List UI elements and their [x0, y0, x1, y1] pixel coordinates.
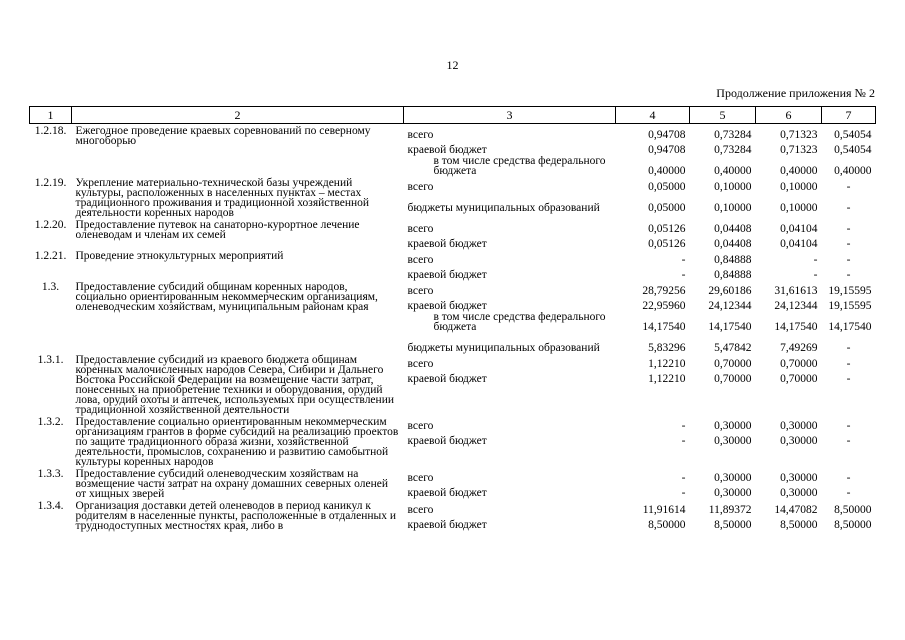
amount-value: 11,91614 — [642, 503, 686, 516]
amount-value: 0,54054 — [834, 128, 872, 141]
funding-source-cell — [404, 499, 616, 531]
value-col-5-cell — [690, 176, 756, 218]
amount-value: - — [681, 435, 686, 447]
funding-source: всего — [407, 471, 434, 484]
amount-value: - — [846, 180, 851, 193]
amount-value: 29,60186 — [708, 284, 752, 297]
amount-value: 0,04408 — [714, 222, 752, 235]
value-col-4-cell — [616, 249, 690, 280]
value-col-5-cell — [690, 124, 756, 177]
value-col-6-cell — [756, 249, 822, 280]
amount-value: 0,30000 — [714, 419, 752, 432]
funding-source: всего — [407, 357, 434, 370]
amount-value: 5,47842 — [714, 342, 752, 354]
table-row — [30, 280, 876, 353]
funding-source: краевой бюджет — [407, 269, 487, 281]
activity-name: Ежегодное проведение краевых соревнований по северному многоборью — [75, 125, 371, 147]
row-number: 1.2.19. — [34, 177, 67, 189]
amount-value: 11,89372 — [708, 503, 752, 516]
amount-value: 0,30000 — [714, 471, 752, 484]
activity-name: Проведение этнокультурных мероприятий — [75, 250, 284, 262]
value-col-7-cell — [822, 280, 876, 353]
value-col-6-cell — [756, 415, 822, 467]
amount-value: 0,70000 — [780, 357, 818, 370]
amount-value: 0,84888 — [714, 253, 752, 266]
amount-value: 14,17540 — [828, 321, 872, 333]
value-col-5-cell — [690, 249, 756, 280]
amount-value: 0,05000 — [648, 180, 686, 193]
amount-value: 0,70000 — [714, 357, 752, 370]
table-row — [30, 499, 876, 531]
amount-value: - — [846, 222, 851, 235]
continuation-note: Продолжение приложения № 2 — [716, 86, 875, 100]
amount-value: 0,73284 — [714, 128, 752, 141]
amount-value: 1,12210 — [648, 373, 686, 385]
amount-value: 0,94708 — [648, 128, 686, 141]
funding-source: краевой бюджет — [407, 238, 487, 250]
activity-name: Предоставление субсидий общинам коренных народов, социально ориентированным некоммерческим организациям, оленеводческим хозяйствам, муниципальным районам края — [75, 281, 378, 313]
header-cell: 7 — [822, 107, 876, 124]
amount-value: 0,30000 — [780, 471, 818, 484]
row-number: 1.3. — [41, 281, 60, 293]
value-col-4-cell — [616, 415, 690, 467]
amount-value: 0,30000 — [780, 487, 818, 499]
funding-source: краевой бюджет — [407, 435, 487, 447]
amount-value: - — [681, 253, 686, 266]
value-col-7-cell — [822, 218, 876, 249]
amount-value: 0,05126 — [648, 238, 686, 250]
activity-name: Предоставление субсидий из краевого бюджета общинам коренных малочисленных народов Севера, Сибири и Дальнего Востока Российской Федерации на возмещение части затрат, понесенных на приобретение техники и оборудования, орудий лова, орудий охоты и аптечек, используемых при осуществлении традиционной хозяйственной деятельности — [75, 354, 394, 416]
activity-name: Организация доставки детей оленеводов в период каникул к родителям в населенные пункты, расположенные в отдаленных и труднодоступных местностях края, либо в — [75, 500, 397, 532]
row-number: 1.2.20. — [34, 219, 67, 231]
value-col-6-cell — [756, 280, 822, 353]
table-row — [30, 249, 876, 280]
amount-value: 0,05000 — [648, 201, 686, 214]
amount-value: 0,40000 — [834, 165, 872, 177]
value-col-6-cell — [756, 353, 822, 415]
value-col-5-cell — [690, 353, 756, 415]
value-col-7-cell — [822, 499, 876, 531]
table-row — [30, 218, 876, 249]
amount-value: 0,73284 — [714, 144, 752, 156]
amount-value: 19,15595 — [828, 284, 872, 297]
amount-value: - — [846, 253, 851, 266]
value-col-6-cell — [756, 499, 822, 531]
row-number: 1.2.18. — [34, 125, 67, 137]
amount-value: 0,71323 — [780, 144, 818, 156]
amount-value: 24,12344 — [708, 300, 752, 312]
amount-value: - — [846, 342, 851, 354]
value-col-5-cell — [690, 499, 756, 531]
amount-value: - — [813, 269, 818, 281]
amount-value: 8,50000 — [834, 503, 872, 516]
amount-value: - — [846, 373, 851, 385]
table-row — [30, 353, 876, 415]
amount-value: - — [681, 487, 686, 499]
activity-name: Предоставление социально ориентированным некоммерческим организациям грантов в форме субсидий на реализацию проектов по защите традиционного образа жизни, хозяйственной деятельности, промыслов, сохранению и развитию самобытной культуры коренных народов — [75, 416, 399, 468]
funding-source: краевой бюджет — [407, 144, 487, 156]
amount-value: 0,40000 — [780, 165, 818, 177]
amount-value: - — [846, 201, 851, 214]
funding-source: краевой бюджет — [407, 487, 487, 499]
row-number: 1.2.21. — [34, 250, 67, 262]
amount-value: - — [846, 487, 851, 499]
value-col-4-cell — [616, 218, 690, 249]
value-col-6-cell — [756, 467, 822, 499]
header-cell: 2 — [72, 107, 404, 124]
value-col-6-cell — [756, 124, 822, 177]
amount-value: 0,84888 — [714, 269, 752, 281]
value-col-7-cell — [822, 467, 876, 499]
value-col-7-cell — [822, 353, 876, 415]
amount-value: 8,50000 — [648, 519, 686, 531]
funding-source: в том числе средства федерального бюджета — [433, 311, 606, 333]
value-col-4-cell — [616, 467, 690, 499]
funding-source: бюджеты муниципальных образований — [407, 201, 600, 214]
funding-source-cell — [404, 218, 616, 249]
funding-source: краевой бюджет — [407, 300, 487, 312]
amount-value: 14,17540 — [708, 321, 752, 333]
amount-value: - — [846, 357, 851, 370]
value-col-4-cell — [616, 124, 690, 177]
amount-value: 0,70000 — [714, 373, 752, 385]
value-col-5-cell — [690, 280, 756, 353]
value-col-7-cell — [822, 415, 876, 467]
amount-value: 0,30000 — [780, 419, 818, 432]
amount-value: 0,05126 — [648, 222, 686, 235]
funding-source: краевой бюджет — [407, 373, 487, 385]
funding-source-cell — [404, 353, 616, 415]
amount-value: 0,54054 — [834, 144, 872, 156]
amount-value: 24,12344 — [774, 300, 818, 312]
funding-source: в том числе средства федерального бюджета — [433, 155, 606, 177]
funding-source: всего — [407, 128, 434, 141]
activity-name: Предоставление субсидий оленеводческим хозяйствам на возмещение части затрат на охрану домашних северных оленей от хищных зверей — [75, 468, 389, 500]
amount-value: - — [681, 419, 686, 432]
funding-source-cell — [404, 249, 616, 280]
amount-value: - — [846, 269, 851, 281]
funding-source-cell — [404, 467, 616, 499]
row-number: 1.3.1. — [37, 354, 64, 366]
amount-value: - — [813, 253, 818, 266]
value-col-7-cell — [822, 249, 876, 280]
funding-source: всего — [407, 253, 434, 266]
header-cell: 1 — [30, 107, 72, 124]
funding-source-cell — [404, 280, 616, 353]
budget-table — [29, 106, 876, 531]
amount-value: 28,79256 — [642, 284, 686, 297]
funding-source-cell — [404, 415, 616, 467]
amount-value: 14,17540 — [642, 321, 686, 333]
amount-value: - — [846, 238, 851, 250]
funding-source: всего — [407, 180, 434, 193]
amount-value: 0,04408 — [714, 238, 752, 250]
amount-value: 8,50000 — [714, 519, 752, 531]
amount-value: 0,30000 — [780, 435, 818, 447]
header-cell: 4 — [616, 107, 690, 124]
value-col-4-cell — [616, 499, 690, 531]
amount-value: 0,70000 — [780, 373, 818, 385]
amount-value: 0,71323 — [780, 128, 818, 141]
amount-value: 0,94708 — [648, 144, 686, 156]
table-row — [30, 415, 876, 467]
amount-value: 0,10000 — [714, 180, 752, 193]
value-col-4-cell — [616, 353, 690, 415]
value-col-6-cell — [756, 176, 822, 218]
funding-source: всего — [407, 222, 434, 235]
amount-value: 0,40000 — [648, 165, 686, 177]
funding-source: всего — [407, 419, 434, 432]
amount-value: - — [846, 435, 851, 447]
amount-value: 7,49269 — [780, 342, 818, 354]
value-col-4-cell — [616, 176, 690, 218]
amount-value: 0,04104 — [780, 238, 818, 250]
amount-value: 14,47082 — [774, 503, 818, 516]
page-number: 12 — [446, 58, 459, 72]
amount-value: 22,95960 — [642, 300, 686, 312]
amount-value: 5,83296 — [648, 342, 686, 354]
amount-value: 19,15595 — [828, 300, 872, 312]
amount-value: 8,50000 — [780, 519, 818, 531]
amount-value: 31,61613 — [774, 284, 818, 297]
funding-source-cell — [404, 124, 616, 177]
table-row — [30, 124, 876, 177]
activity-name: Укрепление материально-технической базы учреждений культуры, расположенных в населенных пунктах – местах традиционного проживания и традиционной хозяйственной деятельности коренных народов — [75, 177, 370, 219]
funding-source: краевой бюджет — [407, 519, 487, 531]
value-col-5-cell — [690, 467, 756, 499]
value-col-5-cell — [690, 415, 756, 467]
row-number: 1.3.3. — [37, 468, 64, 480]
activity-name: Предоставление путевок на санаторно-курортное лечение оленеводам и членам их семей — [75, 219, 360, 241]
amount-value: 0,10000 — [780, 201, 818, 214]
amount-value: 0,30000 — [714, 435, 752, 447]
amount-value: 0,10000 — [780, 180, 818, 193]
value-col-7-cell — [822, 124, 876, 177]
value-col-4-cell — [616, 280, 690, 353]
value-col-7-cell — [822, 176, 876, 218]
amount-value: 0,40000 — [714, 165, 752, 177]
amount-value: - — [846, 419, 851, 432]
table-row — [30, 467, 876, 499]
row-number: 1.3.2. — [37, 416, 64, 428]
amount-value: - — [846, 471, 851, 484]
amount-value: - — [681, 471, 686, 484]
header-row — [30, 107, 876, 124]
value-col-6-cell — [756, 218, 822, 249]
amount-value: 0,10000 — [714, 201, 752, 214]
funding-source-cell — [404, 176, 616, 218]
header-cell: 3 — [404, 107, 616, 124]
amount-value: 0,04104 — [780, 222, 818, 235]
funding-source: всего — [407, 284, 434, 297]
amount-value: 8,50000 — [834, 519, 872, 531]
amount-value: 1,12210 — [648, 357, 686, 370]
value-col-5-cell — [690, 218, 756, 249]
funding-source: всего — [407, 503, 434, 516]
header-cell: 5 — [690, 107, 756, 124]
row-number: 1.3.4. — [37, 500, 64, 512]
amount-value: 0,30000 — [714, 487, 752, 499]
amount-value: - — [681, 269, 686, 281]
table-row — [30, 176, 876, 218]
amount-value: 14,17540 — [774, 321, 818, 333]
funding-source: бюджеты муниципальных образований — [407, 342, 600, 354]
header-cell: 6 — [756, 107, 822, 124]
